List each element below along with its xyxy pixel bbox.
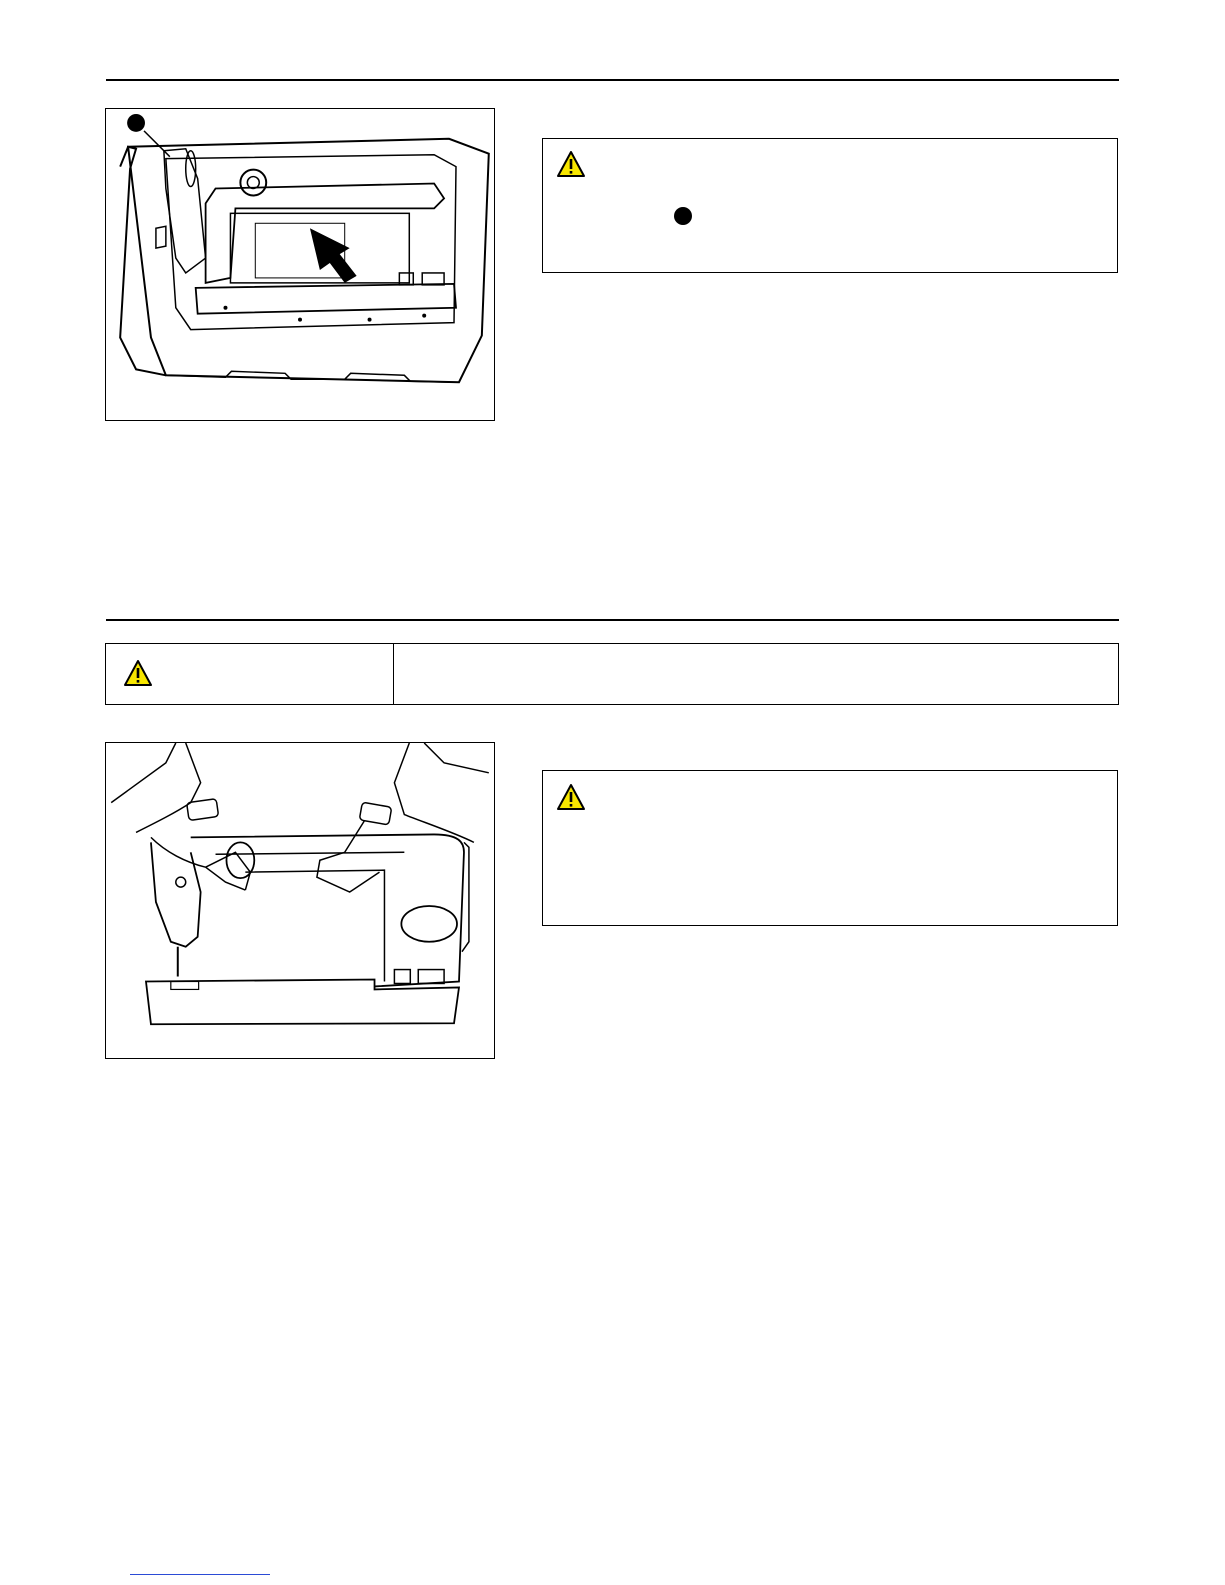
warning-box-unpacking xyxy=(542,138,1118,273)
figure-lifting-machine xyxy=(105,742,495,1059)
footer-link[interactable] xyxy=(130,1574,270,1575)
banner-divider xyxy=(393,644,394,704)
warning-triangle-icon xyxy=(556,150,586,178)
warning-box-lifting xyxy=(542,770,1118,926)
lifting-machine-illustration xyxy=(106,743,494,1058)
packed-machine-illustration xyxy=(106,109,494,420)
figure-machine-in-packing xyxy=(105,108,495,421)
section-divider-top xyxy=(106,79,1119,81)
callout-marker xyxy=(127,114,145,132)
callout-marker xyxy=(674,207,692,225)
warning-triangle-icon xyxy=(123,659,153,687)
warning-triangle-icon xyxy=(556,783,586,811)
caution-banner xyxy=(105,643,1119,705)
section-divider-middle xyxy=(106,619,1119,621)
